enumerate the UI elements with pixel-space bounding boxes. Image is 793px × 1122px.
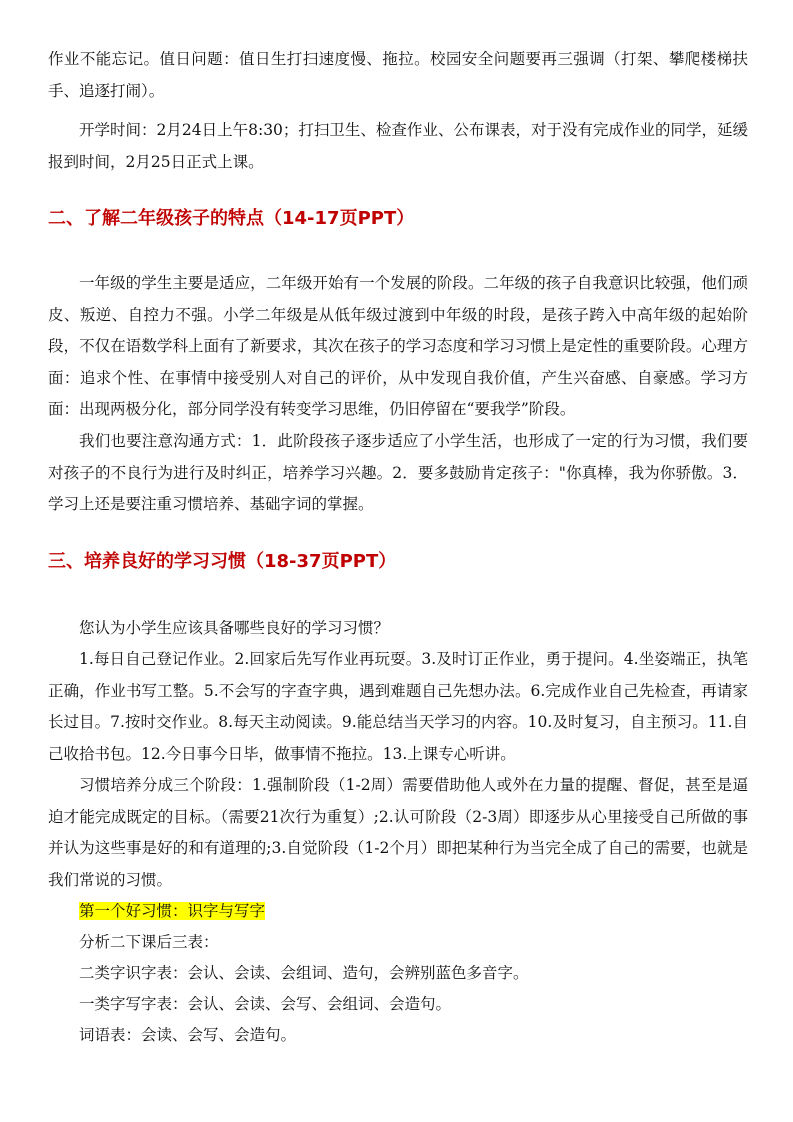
paragraph-school-start: 开学时间：2月24日上午8:30；打扫卫生、检查作业、公布课表，对于没有完成作业的同学，延缓报到时间，2月25日正式上课。 [48,121,748,171]
paragraph-analysis-tables: 分析二下课后三表： [79,933,219,951]
paragraph-habits-list: 1.每日自己登记作业。2.回家后先写作业再玩耍。3.及时订正作业，勇于提问。4.坐姿端正，执笔正确，作业书写工整。5.不会写的字查字典，遇到难题自己先想办法。6.完成作业自己先检查，再请家长过目。7.按时交作业。8.每天主动阅读。9.能总结当天学习的内容。10.及时复习，自主预习。11.自己收拾书包。12.今日事今日毕，做事情不拖拉。13.上课专心听讲。 [48,650,748,763]
paragraph-communication: 我们也要注意沟通方式：1．此阶段孩子逐步适应了小学生活，也形成了一定的行为习惯，我们要对孩子的不良行为进行及时纠正，培养学习兴趣。2．要多鼓励肯定孩子："你真棒，我为你骄傲。3．学习上还是要注重习惯培养、基础字词的掌握。 [48,432,748,513]
paragraph-word-table: 词语表：会读、会写、会造句。 [79,1026,297,1044]
paragraph-first-habit [48,896,748,928]
paragraph-habits-question: 您认为小学生应该具备哪些良好的学习习惯？ [79,619,390,637]
paragraph-habit-stages: 习惯培养分成三个阶段：1.强制阶段（1-2周）需要借助他人或外在力量的提醒、督促，甚至是逼迫才能完成既定的目标。（需要21次行为重复）;2.认可阶段（2-3周）即逐步从心里接受自己所做的事并认为这些事是好的和有道理的;3.自觉阶段（1-2个月）即把某种行为当完全成了自己的需要，也就是我们常说的习惯。 [48,776,748,889]
paragraph-duty-safety: 作业不能忘记。值日问题：值日生打扫速度慢、拖拉。校园安全问题要再三强调（打架、攀爬楼梯扶手、追逐打闹）。 [48,50,748,100]
paragraph-grade-two-traits: 一年级的学生主要是适应，二年级开始有一个发展的阶段。二年级的孩子自我意识比较强，他们顽皮、叛逆、自控力不强。小学二年级是从低年级过渡到中年级的时段，是孩子跨入中高年级的起始阶段，不仅在语数学科上面有了新要求，其次在孩子的学习态度和学习习惯上是定性的重要阶段。心理方面：追求个性、在事情中接受别人对自己的评价，从中发现自我价值，产生兴奋感、自豪感。学习方面：出现两极分化，部分同学没有转变学习思维，仍旧停留在“要我学”阶段。 [48,274,748,418]
section-heading-study-habits: 三、培养良好的学习习惯（18-37页PPT） [48,551,397,572]
paragraph-class-two-chars: 二类字识字表：会认、会读、会组词、造句，会辨别蓝色多音字。 [79,964,529,982]
highlighted-first-habit: 第一个好习惯：识字与写字 [79,902,266,920]
paragraph-class-one-chars: 一类字写字表：会认、会读、会写、会组词、会造句。 [79,995,452,1013]
section-heading-grade-two-traits: 二、了解二年级孩子的特点（14-17页PPT） [48,208,415,229]
